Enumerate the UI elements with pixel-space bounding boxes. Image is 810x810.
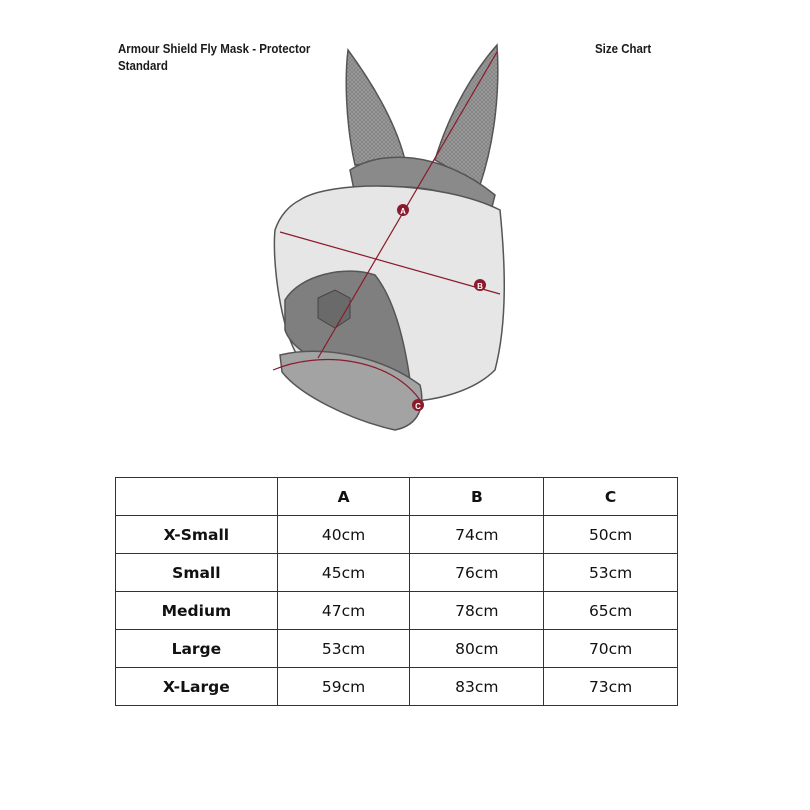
table-row [116,516,678,554]
size-label: Large [116,630,278,668]
value-b: 76cm [410,554,544,592]
product-title-line2: Standard [118,59,168,73]
table-row [116,592,678,630]
svg-text:C: C [415,402,421,411]
value-b: 78cm [410,592,544,630]
column-header-a: A [277,478,410,516]
value-a: 53cm [277,630,410,668]
value-a: 45cm [277,554,410,592]
value-a: 47cm [277,592,410,630]
table-row [116,554,678,592]
table-row [116,668,678,706]
table-row [116,630,678,668]
value-a: 59cm [277,668,410,706]
table-header-row [116,478,678,516]
size-table [115,477,678,706]
size-label: X-Large [116,668,278,706]
value-c: 70cm [544,630,678,668]
marker-a [397,204,409,216]
marker-c [412,399,424,411]
value-c: 53cm [544,554,678,592]
size-label: X-Small [116,516,278,554]
column-header-c: C [544,478,678,516]
value-b: 80cm [410,630,544,668]
fly-mask-illustration [240,40,540,440]
column-header-empty [116,478,278,516]
value-c: 73cm [544,668,678,706]
value-b: 83cm [410,668,544,706]
value-a: 40cm [277,516,410,554]
size-label: Medium [116,592,278,630]
product-title-line1: Armour Shield Fly Mask - Protector [118,42,311,56]
column-header-b: B [410,478,544,516]
value-c: 65cm [544,592,678,630]
size-chart-label: Size Chart [595,42,652,56]
value-b: 74cm [410,516,544,554]
svg-text:B: B [477,282,483,291]
marker-b [474,279,486,291]
svg-text:A: A [400,207,406,216]
left-ear [346,50,405,165]
size-label: Small [116,554,278,592]
value-c: 50cm [544,516,678,554]
